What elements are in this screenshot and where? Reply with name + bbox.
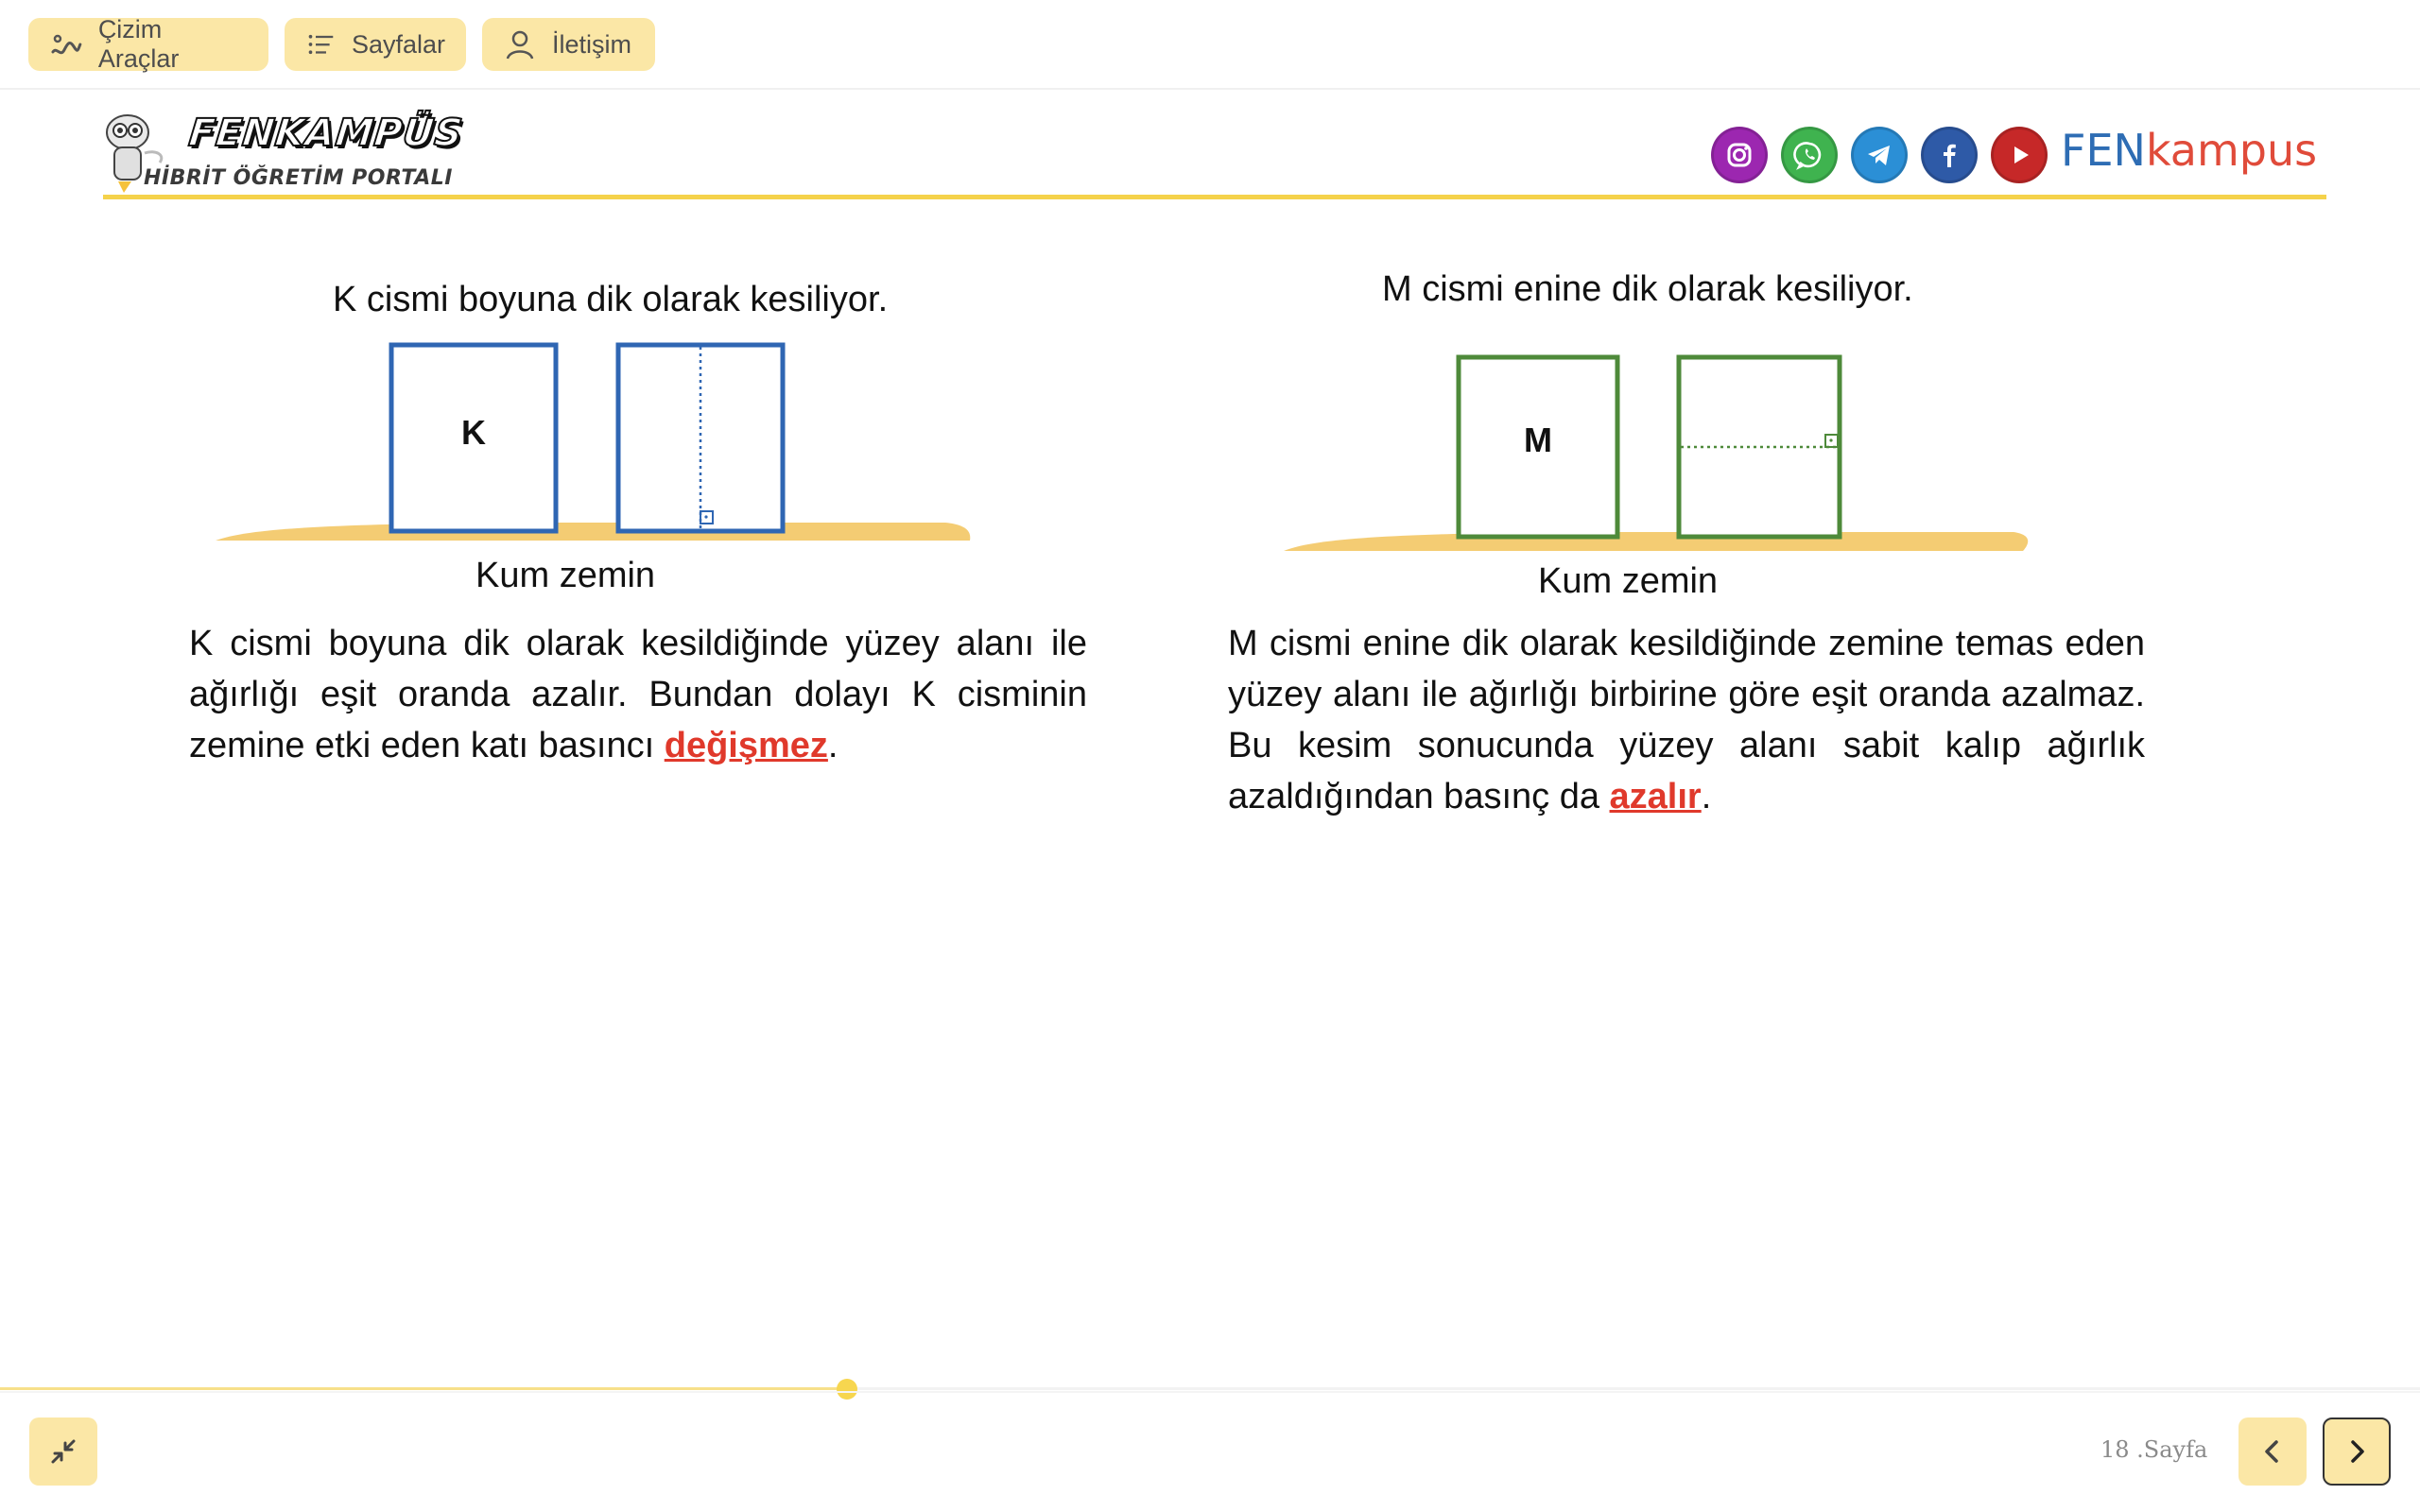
k-result-highlight: değişmez	[664, 726, 828, 765]
drawing-tools-label: Çizim Araçlar	[97, 15, 180, 73]
bottom-divider	[0, 1391, 2420, 1393]
m-explanation-text: M cismi enine dik olarak kesildiğinde zemine temas eden yüzey alanı ile ağırlığı birbirine göre eşit oranda azalmaz. Bu kesim sonucunda yüzey alanı sabit kalıp ağırlık azaldığından basınç da	[1228, 624, 2145, 816]
k-diagram	[208, 335, 974, 558]
progress-fill	[0, 1387, 847, 1390]
progress-knob[interactable]	[837, 1379, 857, 1400]
fenkampus-brand	[2061, 125, 2317, 176]
brand-part-kampus: kampus	[2145, 125, 2318, 176]
drawing-tools-button[interactable]	[28, 15, 268, 73]
k-explanation	[189, 618, 1087, 771]
k-caption: K cismi boyuna dik olarak kesiliyor.	[333, 280, 889, 319]
instagram-icon[interactable]	[1711, 127, 1768, 183]
pages-button[interactable]	[285, 18, 466, 71]
page-number-label: 18 .Sayfa	[2100, 1436, 2208, 1463]
social-links	[1711, 127, 2048, 183]
k-explanation-text: K cismi boyuna dik olarak kesildiğinde yüzey alanı ile ağırlığı eşit oranda azalır. Bundan dolayı K cisminin zemine etki eden katı basıncı	[189, 624, 1087, 765]
m-explanation-end: .	[1701, 777, 1712, 816]
k-explanation-end: .	[827, 726, 838, 765]
previous-page-button[interactable]	[2238, 1418, 2307, 1486]
logo-subtitle: HİBRİT ÖĞRETİM PORTALI	[144, 166, 453, 190]
facebook-icon[interactable]	[1921, 127, 1978, 183]
sand-ground	[216, 523, 970, 541]
collapse-arrows-icon	[45, 1434, 81, 1469]
m-ground-label: Kum zemin	[1538, 561, 1719, 601]
m-explanation	[1228, 618, 2145, 822]
m-result-highlight: azalır	[1609, 777, 1702, 816]
contact-button[interactable]	[482, 18, 655, 71]
k-box-label: K	[461, 413, 486, 452]
m-diagram	[1276, 350, 2032, 567]
list-icon	[305, 27, 337, 61]
user-icon	[503, 27, 537, 61]
header-divider	[103, 195, 2326, 199]
top-toolbar	[0, 0, 2420, 90]
sand-ground	[1284, 532, 2028, 551]
chevron-left-icon	[2255, 1434, 2290, 1469]
k-ground-label: Kum zemin	[475, 556, 656, 595]
m-caption: M cismi enine dik olarak kesiliyor.	[1382, 269, 1913, 309]
next-page-button[interactable]	[2323, 1418, 2391, 1486]
youtube-icon[interactable]	[1991, 127, 2048, 183]
chevron-right-icon	[2339, 1434, 2375, 1469]
contact-label: İletişim	[552, 29, 632, 59]
telegram-icon[interactable]	[1851, 127, 1908, 183]
k-box-cut	[618, 345, 783, 531]
pages-label: Sayfalar	[351, 29, 445, 59]
squiggle-pen-icon	[49, 27, 83, 61]
exit-fullscreen-button[interactable]	[29, 1418, 97, 1486]
logo-title: FENKAMPÜS	[186, 112, 465, 155]
m-box-label: M	[1524, 421, 1552, 459]
whatsapp-icon[interactable]	[1781, 127, 1838, 183]
brand-part-fen: FEN	[2061, 125, 2146, 176]
